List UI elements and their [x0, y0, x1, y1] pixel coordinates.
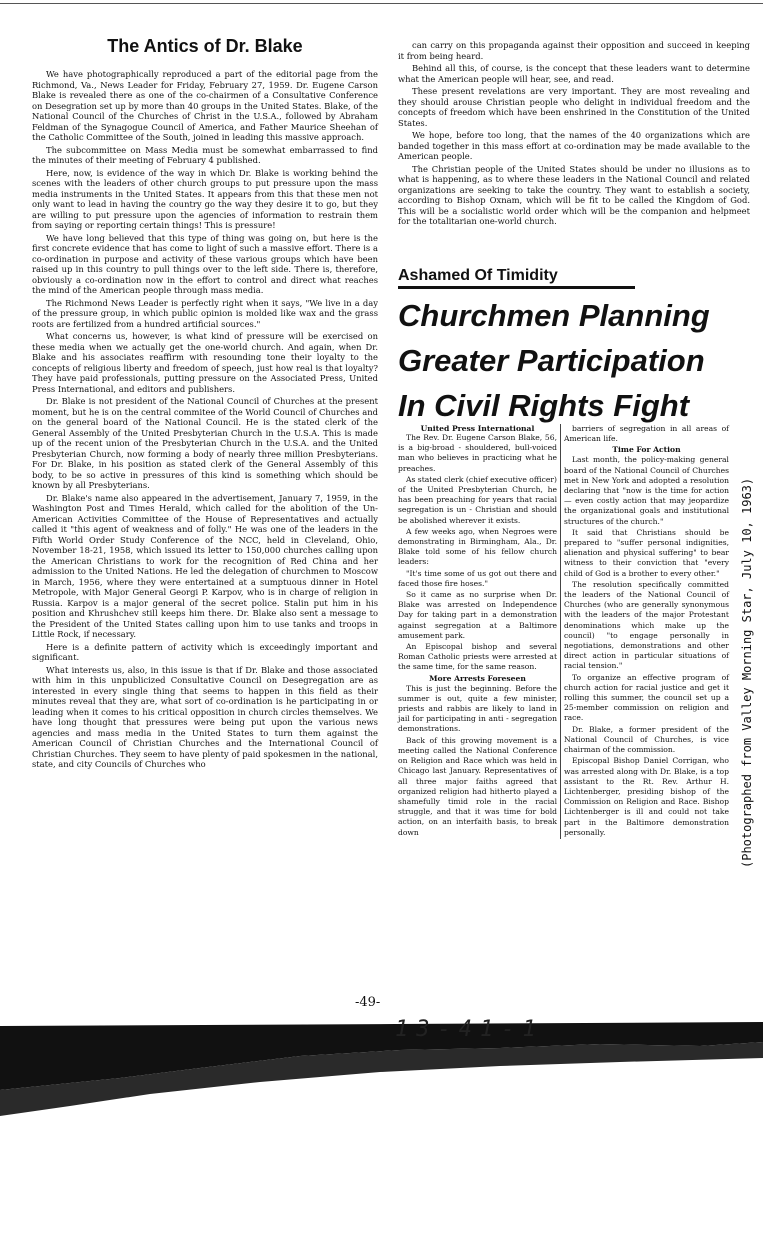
paragraph: We hope, before too long, that the names of the 40 organizations which are banded together in this mass effort at co-ordination may be made available to the American people. [398, 130, 750, 161]
paragraph: This is just the beginning. Before the summer is out, quite a few minister, priests and rabbis are likely to land in jail for participating in anti - segregation demonstrations. [398, 683, 557, 734]
clipping-column-a [398, 424, 557, 839]
paragraph: What interests us, also, in this issue is that if Dr. Blake and those associated with him in this unpublicized Consultative Council on Desegregation are as interested in every single thing that seems to happen in this field as their minutes reveal that they are, what sort of co-ordination is he participating in or leading when it comes to his critical opposition in church circles themselves. We have long thought that pressures were being put upon the various news agencies and mass media in the United States to turn them against the American Council of Christian Churches and the International Council of Christian Churches. They seem to have plenty of paid spokesmen in the national, state, and city Councils of Churches who [32, 664, 378, 769]
paragraph: The resolution specifically committed the leaders of the National Council of Churches (who are generally synonymous with the leaders of the major Protestant denominations which make up the council) "to engage personally in negotiations, demonstrations and other direct action in particular situations of racial tension." [564, 579, 729, 671]
column-b-body-2 [564, 455, 729, 838]
paragraph: Dr. Blake is not president of the National Council of Churches at the present moment, but he is on the central commitee of the World Council of Churches and on the general board of the National Council. He is the stated clerk of the General Assembly of the United Presbyterian Church in the U.S.A. This is made up of the recent union of the Presbyterian Church in the U.S.A. and the United Presbyterian Church, now forming a body of nearly three million Presbyterians. For Dr. Blake, in his position as stated clerk of the General Assembly of this body, to be so active in pressures of this kind is something which should be known by all Presbyterians. [32, 396, 378, 490]
top-rule [0, 3, 763, 4]
subhead-arrests: More Arrests Foreseen [429, 673, 526, 683]
paragraph: barriers of segregation in all areas of American life. [564, 424, 729, 444]
subhead-action: Time For Action [612, 445, 681, 455]
paragraph: What concerns us, however, is what kind of pressure will be exercised on these media when we actually get the one-world church. And again, when Dr. Blake and his associates reaffirm with resounding tone their loyalty to the concepts of religious liberty and freedom of speech, just how real is that loyalty? They have paid professionals, putting pressure on the Associated Press, United Press International, and editors and publishers. [32, 331, 378, 394]
wire-credit: United Press International [420, 424, 535, 433]
paragraph: So it came as no surprise when Dr. Blake was arrested on Independence Day for taking part in a demonstration against segregation at a Baltimore amusement park. [398, 590, 557, 640]
document-number: 13-41-1 [395, 1017, 544, 1042]
page-number: -49- [355, 995, 381, 1010]
paragraph: We have photographically reproduced a part of the editorial page from the Richmond, Va., News Leader for Friday, February 27, 1959. Dr. Eugene Carson Blake is revealed there as one of the co-chairmen of a Consultative Conference on Desegration set up by more than 40 groups in the United States. Blake, of the National Council of the Churches of Christ in the U.S.A., followed by Abraham Feldman of the Synagogue Council of America, and Father Maurice Sheehan of the Catholic Committee of the South, joined in leading this massive approach. [32, 69, 378, 142]
paragraph: Episcopal Bishop Daniel Corrigan, who was arrested along with Dr. Blake, is a top assistant to the Rt. Rev. Arthur H. Lichtenberger, presiding bishop of the Commission on Religion and Race. Bishop Lichtenberger is ill and could not take part in the Baltimore demonstration personally. [564, 756, 729, 837]
left-article-body [32, 69, 378, 770]
paragraph: These present revelations are very important. They are most revealing and they should arouse Christian people who delight in individual freedom and the concepts of freedom which have been enshrined in the Constitution of the United States. [398, 86, 750, 128]
article-title: The Antics of Dr. Blake [107, 36, 303, 56]
paragraph: We have long believed that this type of thing was going on, but here is the first concrete evidence that has come to light of such a massive effort. There is a co-ordination in purpose and activity of these various groups which have been raised up in this country to pull things over to the left side. There is, therefore, obviously a co-ordination now in the effort to control and direct what reaches the mind of the American people through mass media. [32, 232, 378, 295]
paragraph: A few weeks ago, when Negroes were demonstrating in Birmingham, Ala., Dr. Blake told some of his fellow church leaders: [398, 526, 557, 567]
column-b-body [564, 424, 729, 444]
paragraph: "It's time some of us got out there and faced those fire hoses." [398, 568, 557, 588]
paragraph: The Christian people of the United States should be under no illusions as to what is happening, as to where these leaders in the National Council and related organizations are seeking to take the country. They want to establish a society, according to Bishop Oxnam, which will be fit to be called the Kingdom of God. This will be a socialistic world order which will be the companion and helpmeet for the totalitarian one-world church. [398, 163, 750, 226]
paragraph: Dr. Blake, a former president of the National Council of Churches, is vice chairman of the commission. [564, 724, 729, 755]
headline-line: In Civil Rights Fight [398, 388, 690, 423]
headline-line: Churchmen Planning [398, 298, 710, 333]
paragraph: As stated clerk (chief executive officer) of the United Presbyterian Church, he has been preaching for years that racial segregation is un - Christian and should be abolished wherever it exists. [398, 474, 557, 525]
clipping-headline [398, 293, 743, 428]
paragraph: Here is a definite pattern of activity which is exceedingly important and significant. [32, 641, 378, 662]
paragraph: To organize an effective program of church action for racial justice and get it rolling this summer, the council set up a 25-member commission on religion and race. [564, 672, 729, 723]
right-article-body [398, 40, 750, 227]
clipping-kicker: Ashamed Of Timidity [398, 267, 635, 289]
paragraph: Behind all this, of course, is the concept that these leaders want to determine what the American people will hear, see, and read. [398, 63, 750, 84]
column-a-body [398, 433, 557, 673]
paragraph: Back of this growing movement is a meeting called the National Conference on Religion and Race which was held in Chicago last January. Representatives of all three major faiths agreed that organized religion had hitherto played a shamefully timid role in the racial struggle, and that it was time for bold action, on an interfaith basis, to break down [398, 735, 557, 837]
paragraph: The Richmond News Leader is perfectly right when it says, "We live in a day of the pressure group, in which public opinion is molded like wax and the grass roots are fertilized from a hundred artificial sources." [32, 297, 378, 329]
column-a-body-2 [398, 684, 557, 838]
paragraph: Here, now, is evidence of the way in which Dr. Blake is working behind the scenes with the leaders of other church groups to put pressure upon the mass media instruments in the United States. It appears from this that these men not only want to lead in having the country go the way they desire it to go, but they are willing to put pressure upon the agencies of information to restrain them from saying or reporting certain things! This is pressure! [32, 167, 378, 230]
paragraph: The subcommittee on Mass Media must be somewhat embarrassed to find the minutes of their meeting of February 4 published. [32, 144, 378, 165]
paragraph: Dr. Blake's name also appeared in the advertisement, January 7, 1959, in the Washington Post and Times Herald, which called for the abolition of the Un-American Activities Committee of the House of Representatives and actually called it "this agent of weakness and of folly." He was one of the leaders in the Fifth World Order Study Conference of the NCC, held in Cleveland, Ohio, November 18-21, 1958, which issued its letter to 150,000 churches calling upon the American Christians to work for the recognition of Red China and her admission to the United Nations. He led the delegation of churchmen to Moscow in March, 1956, where they were entertained at a sumptuous dinner in Hotel Metropole, with Major General Georgi P. Karpov, who is in charge of religion in Russia. Karpov is a major general of the secret police. Stalin put him in his position and Khrushchev still keeps him there. Dr. Blake also sent a message to the President of the United States calling upon him to use tanks and troops in Little Rock, if necessary. [32, 492, 378, 639]
paragraph: can carry on this propaganda against their opposition and succeed in keeping it from being heard. [398, 40, 750, 61]
right-article-continuation [398, 40, 750, 229]
paragraph: An Episcopal bishop and several Roman Catholic priests were arrested at the same time, for the same reason. [398, 642, 557, 672]
clipping-column-b [560, 424, 729, 839]
scan-edge-band [0, 1020, 763, 1140]
paragraph: It said that Christians should be prepared to "suffer personal indignities, alienation and physical suffering" to bear witness to their conviction that "every child of God is a brother to every other." [564, 527, 729, 578]
paragraph: Last month, the policy-making general board of the National Council of Churches met in New York and adopted a resolution declaring that "now is the time for action — even costly action that may jeopardize the organizational goals and institutional structures of the church." [564, 455, 729, 526]
left-article [32, 36, 378, 772]
headline-line: Greater Participation [398, 343, 705, 378]
paragraph: The Rev. Dr. Eugene Carson Blake, 56, is a big-broad - shouldered, bull-voiced man who believes in practicing what he preaches. [398, 433, 557, 473]
source-note: (Photographed from Valley Morning Star, July 10, 1963) [740, 477, 754, 868]
